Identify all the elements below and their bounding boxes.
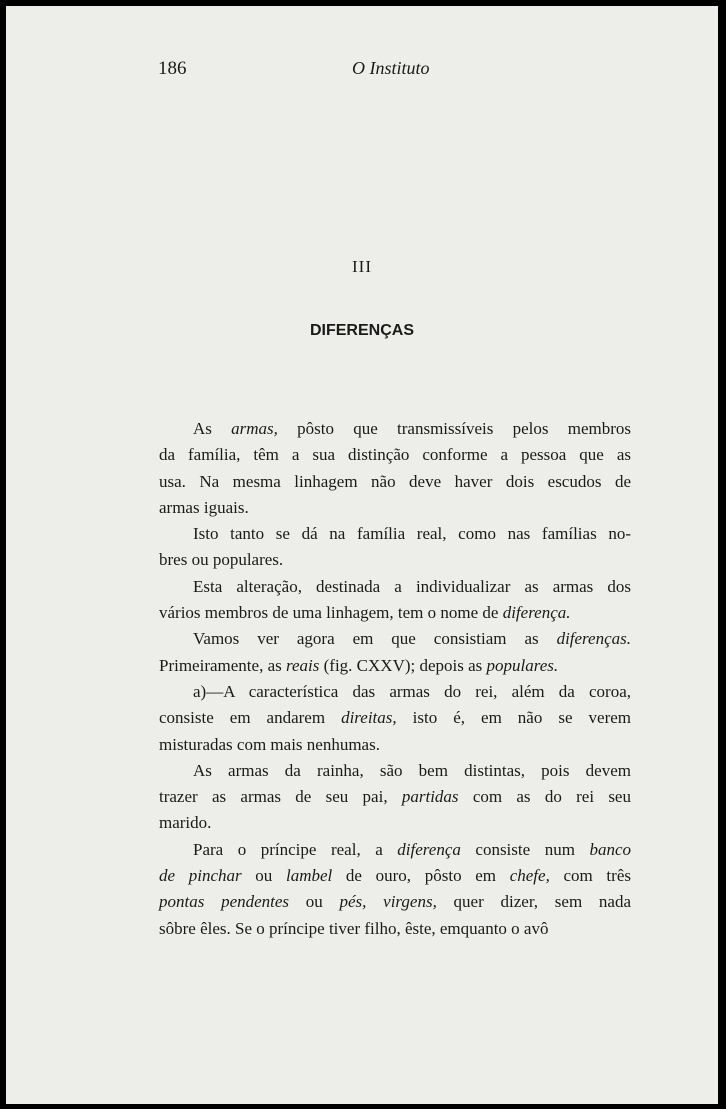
italic-term: diferença. <box>502 603 571 623</box>
text-line: Primeiramente, as reais (fig. CXXV); depois as populares. <box>159 655 559 675</box>
book-page <box>6 6 718 1104</box>
italic-term: direitas, <box>341 708 397 728</box>
italic-term: pés, virgens, <box>339 892 437 912</box>
italic-term: populares. <box>486 655 559 675</box>
italic-term: chefe, <box>509 866 550 886</box>
italic-term: diferença <box>397 839 461 859</box>
text-line: misturadas com mais nenhumas. <box>159 734 380 754</box>
text-line: As armas, pôsto que transmissíveis pelos membros <box>193 419 631 438</box>
italic-term: de pinchar <box>159 866 242 886</box>
text-line: da família, têm a sua distinção conforme a pessoa que as <box>159 445 631 465</box>
text-line: pontas pendentes ou pés, virgens, quer dizer, sem nada <box>159 892 631 912</box>
text-line: Isto tanto se dá na família real, como nas famílias no- <box>193 524 631 544</box>
italic-term: diferenças. <box>556 629 631 649</box>
paragraph <box>159 626 631 679</box>
italic-term: lambel <box>285 866 333 886</box>
italic-term: banco <box>589 839 631 859</box>
page-header <box>6 58 718 82</box>
body-text <box>159 416 631 942</box>
text-line: marido. <box>159 813 212 833</box>
paragraph <box>159 837 631 942</box>
italic-term: partidas <box>401 787 459 807</box>
text-line: de pinchar ou lambel de ouro, pôsto em chefe, com três <box>159 866 631 886</box>
text-line: armas iguais. <box>159 497 249 517</box>
paragraph <box>159 521 631 574</box>
text-line: vários membros de uma linhagem, tem o nome de diferença. <box>159 603 571 623</box>
page-number: 186 <box>158 58 187 79</box>
italic-term: armas, <box>231 419 278 438</box>
paragraph <box>159 758 631 837</box>
text-line: bres ou populares. <box>159 550 284 570</box>
text-line: sôbre êles. Se o príncipe tiver filho, êste, emquanto o avô <box>159 918 549 938</box>
text-line: usa. Na mesma linhagem não deve haver dois escudos de <box>159 471 631 491</box>
text-line: Esta alteração, destinada a individualizar as armas dos <box>193 576 631 596</box>
chapter-numeral: III <box>352 257 372 276</box>
italic-term: pontas pendentes <box>159 892 290 912</box>
text-line: trazer as armas de seu pai, partidas com as do rei seu <box>159 787 631 807</box>
text-line: As armas da rainha, são bem distintas, pois devem <box>193 760 631 780</box>
italic-term: reais <box>286 655 320 675</box>
paragraph <box>159 574 631 627</box>
text-line: a)—A característica das armas do rei, além da coroa, <box>193 681 631 701</box>
paragraph <box>159 416 631 521</box>
text-line: Vamos ver agora em que consistiam as diferenças. <box>193 629 631 649</box>
chapter-title: DIFERENÇAS <box>309 322 414 339</box>
running-title: O Instituto <box>352 58 430 78</box>
text-line: consiste em andarem direitas, isto é, em não se verem <box>159 708 631 728</box>
paragraph <box>159 679 631 758</box>
text-line: Para o príncipe real, a diferença consiste num banco <box>193 839 631 859</box>
